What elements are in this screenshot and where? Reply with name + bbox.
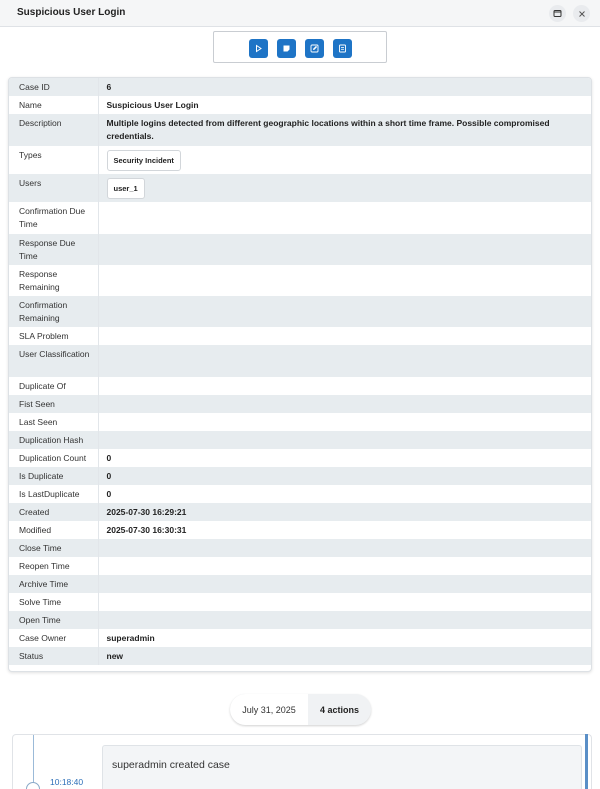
window-title: Suspicious User Login bbox=[17, 7, 126, 18]
detail-row bbox=[9, 629, 591, 647]
detail-row bbox=[9, 539, 591, 557]
detail-row bbox=[9, 521, 591, 539]
view-document-button[interactable] bbox=[333, 39, 352, 58]
detail-value: 0 bbox=[106, 471, 112, 481]
detail-row bbox=[9, 557, 591, 575]
detail-label: Types bbox=[9, 146, 98, 174]
action-toolbar bbox=[213, 31, 387, 63]
timeline-entry-message: superadmin created case bbox=[112, 759, 230, 771]
detail-label: Created bbox=[9, 503, 98, 521]
detail-label: Is Duplicate bbox=[9, 467, 98, 485]
detail-label: Confirmation Due Time bbox=[9, 202, 98, 234]
detail-row bbox=[9, 174, 591, 202]
maximize-icon bbox=[553, 9, 562, 18]
timeline-line bbox=[33, 735, 34, 789]
detail-label: Duplication Count bbox=[9, 449, 98, 467]
detail-value bbox=[98, 234, 591, 265]
detail-value bbox=[98, 296, 591, 327]
detail-value bbox=[98, 202, 591, 234]
title-bar bbox=[0, 0, 600, 27]
detail-row bbox=[9, 593, 591, 611]
detail-value bbox=[98, 345, 591, 377]
close-icon bbox=[578, 10, 586, 18]
detail-row bbox=[9, 647, 591, 665]
detail-label: Duplicate Of bbox=[9, 377, 98, 395]
detail-label: Confirmation Remaining bbox=[9, 296, 98, 327]
detail-row bbox=[9, 467, 591, 485]
detail-label: Users bbox=[9, 174, 98, 202]
detail-value: 2025-07-30 16:30:31 bbox=[106, 525, 187, 535]
detail-value: 0 bbox=[106, 453, 112, 463]
detail-row bbox=[9, 395, 591, 413]
detail-label: Is LastDuplicate bbox=[9, 485, 98, 503]
detail-row bbox=[9, 377, 591, 395]
edit-icon bbox=[310, 44, 319, 53]
document-icon bbox=[338, 44, 347, 53]
close-button[interactable] bbox=[573, 5, 590, 22]
play-icon bbox=[254, 44, 263, 53]
detail-label: Last Seen bbox=[9, 413, 98, 431]
detail-row bbox=[9, 265, 591, 296]
detail-value: Suspicious User Login bbox=[106, 100, 199, 110]
detail-value: new bbox=[106, 651, 124, 661]
case-details-card bbox=[8, 77, 592, 672]
detail-row bbox=[9, 296, 591, 327]
detail-label: Case Owner bbox=[9, 629, 98, 647]
detail-label: Close Time bbox=[9, 539, 98, 557]
detail-label: Case ID bbox=[9, 78, 98, 96]
detail-value bbox=[98, 557, 591, 575]
detail-row bbox=[9, 431, 591, 449]
detail-row bbox=[9, 575, 591, 593]
add-note-button[interactable] bbox=[277, 39, 296, 58]
timeline-dot-icon bbox=[26, 782, 40, 789]
maximize-button[interactable] bbox=[549, 5, 566, 22]
timeline bbox=[12, 734, 592, 789]
detail-value bbox=[98, 593, 591, 611]
detail-value bbox=[98, 431, 591, 449]
detail-label: Response Due Time bbox=[9, 234, 98, 265]
detail-label: Response Remaining bbox=[9, 265, 98, 296]
detail-label: Reopen Time bbox=[9, 557, 98, 575]
detail-value bbox=[98, 395, 591, 413]
detail-row bbox=[9, 503, 591, 521]
timeline-date: July 31, 2025 bbox=[230, 694, 308, 725]
detail-label: SLA Problem bbox=[9, 327, 98, 345]
detail-row bbox=[9, 611, 591, 629]
detail-value bbox=[98, 611, 591, 629]
case-details-table bbox=[9, 78, 591, 665]
detail-row bbox=[9, 146, 591, 174]
detail-row bbox=[9, 449, 591, 467]
run-playbook-button[interactable] bbox=[249, 39, 268, 58]
detail-tag-cell bbox=[98, 174, 591, 202]
timeline-scroll-accent bbox=[585, 734, 588, 789]
detail-label: Name bbox=[9, 96, 98, 114]
detail-value bbox=[98, 377, 591, 395]
detail-value bbox=[98, 413, 591, 431]
detail-tag[interactable]: user_1 bbox=[107, 178, 145, 199]
detail-row bbox=[9, 485, 591, 503]
edit-case-button[interactable] bbox=[305, 39, 324, 58]
detail-value: 0 bbox=[106, 489, 112, 499]
detail-label: Status bbox=[9, 647, 98, 665]
detail-tag[interactable]: Security Incident bbox=[107, 150, 181, 171]
detail-value: 6 bbox=[106, 82, 112, 92]
detail-value: superadmin bbox=[106, 633, 155, 643]
detail-value bbox=[98, 327, 591, 345]
detail-label: User Classification bbox=[9, 345, 98, 377]
detail-label: Modified bbox=[9, 521, 98, 539]
detail-label: Archive Time bbox=[9, 575, 98, 593]
detail-tag-cell bbox=[98, 146, 591, 174]
detail-row bbox=[9, 327, 591, 345]
detail-value bbox=[98, 539, 591, 557]
detail-label: Description bbox=[9, 114, 98, 146]
timeline-date-header[interactable] bbox=[230, 694, 371, 725]
detail-value bbox=[98, 265, 591, 296]
note-icon bbox=[282, 44, 291, 53]
detail-row bbox=[9, 413, 591, 431]
detail-row bbox=[9, 78, 591, 96]
detail-row bbox=[9, 345, 591, 377]
detail-label: Solve Time bbox=[9, 593, 98, 611]
detail-value bbox=[98, 575, 591, 593]
detail-value: 2025-07-30 16:29:21 bbox=[106, 507, 187, 517]
detail-row bbox=[9, 96, 591, 114]
detail-row bbox=[9, 202, 591, 234]
detail-value: Multiple logins detected from different geographic locations within a short time frame. Possible compromised credentials. bbox=[106, 118, 550, 141]
timeline-entry[interactable] bbox=[102, 745, 582, 789]
timeline-action-count: 4 actions bbox=[319, 704, 359, 715]
detail-label: Open Time bbox=[9, 611, 98, 629]
detail-label: Duplication Hash bbox=[9, 431, 98, 449]
timeline-entry-time: 10:18:40 bbox=[50, 777, 84, 787]
detail-label: Fist Seen bbox=[9, 395, 98, 413]
detail-row bbox=[9, 234, 591, 265]
detail-row bbox=[9, 114, 591, 146]
